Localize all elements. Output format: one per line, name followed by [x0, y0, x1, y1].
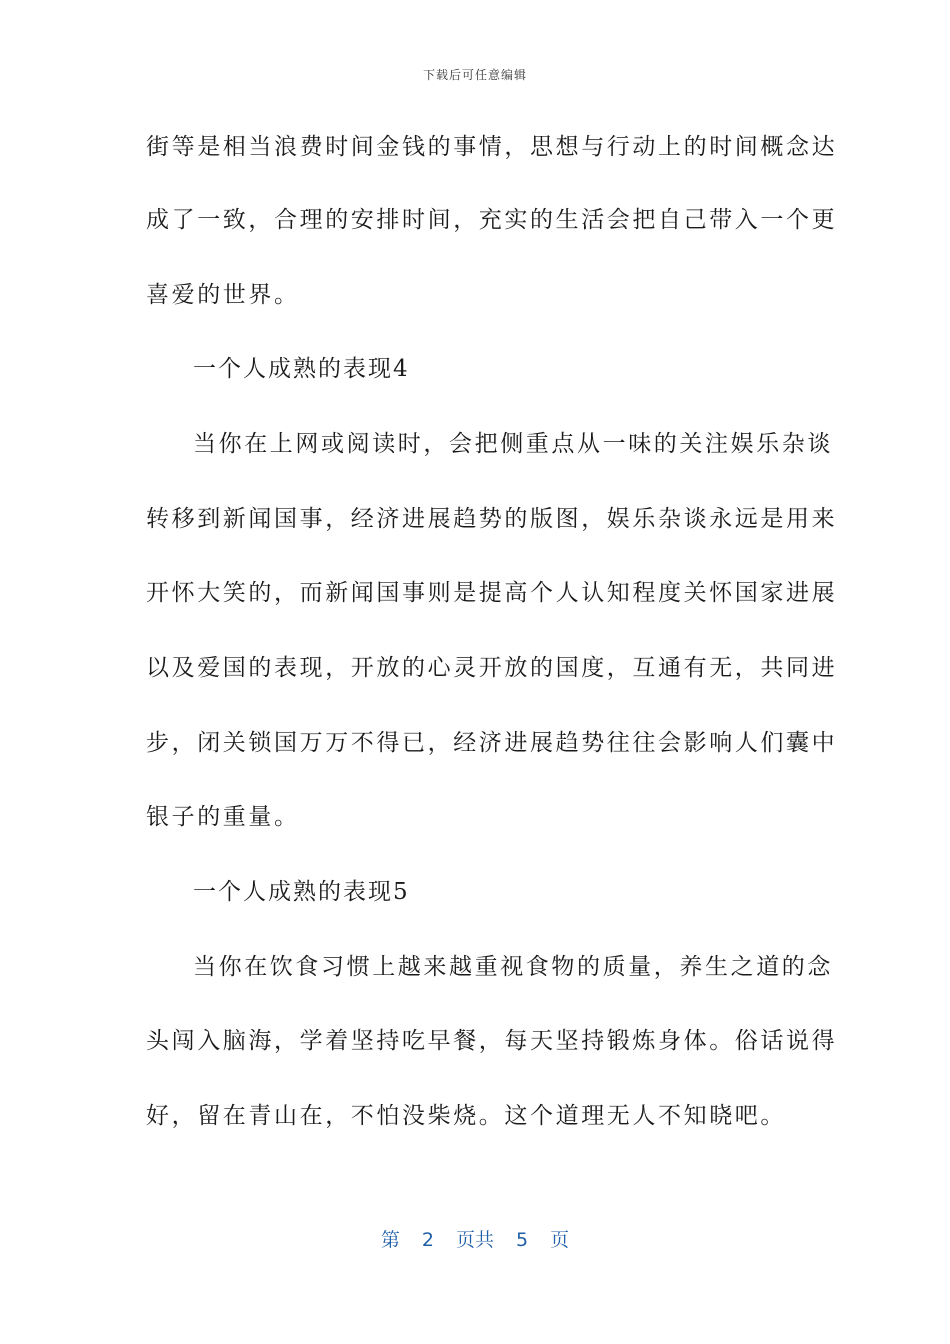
page-header-note: 下载后可任意编辑	[422, 68, 527, 82]
paragraph-line: 成了一致，合理的安排时间，充实的生活会把自己带入一个更	[146, 207, 838, 233]
paragraph-line: 转移到新闻国事，经济进展趋势的版图，娱乐杂谈永远是用来	[146, 506, 838, 532]
footer-label-of: 页共	[455, 1229, 494, 1251]
footer-current-page: 2	[421, 1229, 434, 1251]
paragraph-line: 喜爱的世界。	[146, 282, 300, 308]
footer-label-page: 第	[380, 1229, 400, 1251]
paragraph-line: 当你在上网或阅读时，会把侧重点从一味的关注娱乐杂谈	[193, 431, 833, 457]
section-heading: 一个人成熟的表现4	[193, 356, 410, 382]
paragraph-line: 步，闭关锁国万万不得已，经济进展趋势往往会影响人们囊中	[146, 730, 838, 756]
section-heading: 一个人成熟的表现5	[193, 879, 410, 905]
paragraph-line: 以及爱国的表现，开放的心灵开放的国度，互通有无，共同进	[146, 655, 838, 681]
paragraph-line: 头闯入脑海，学着坚持吃早餐，每天坚持锻炼身体。俗话说得	[146, 1028, 838, 1054]
paragraph-line: 好，留在青山在，不怕没柴烧。这个道理无人不知晓吧。	[146, 1103, 786, 1129]
paragraph-line: 当你在饮食习惯上越来越重视食物的质量，养生之道的念	[193, 954, 833, 980]
paragraph-line: 开怀大笑的，而新闻国事则是提高个人认知程度关怀国家进展	[146, 580, 838, 606]
page-footer	[0, 1225, 950, 1252]
paragraph-line: 街等是相当浪费时间金钱的事情，思想与行动上的时间概念达	[146, 134, 838, 160]
footer-label-pages: 页	[550, 1229, 570, 1251]
footer-total-pages: 5	[516, 1229, 529, 1251]
paragraph-line: 银子的重量。	[146, 804, 300, 830]
